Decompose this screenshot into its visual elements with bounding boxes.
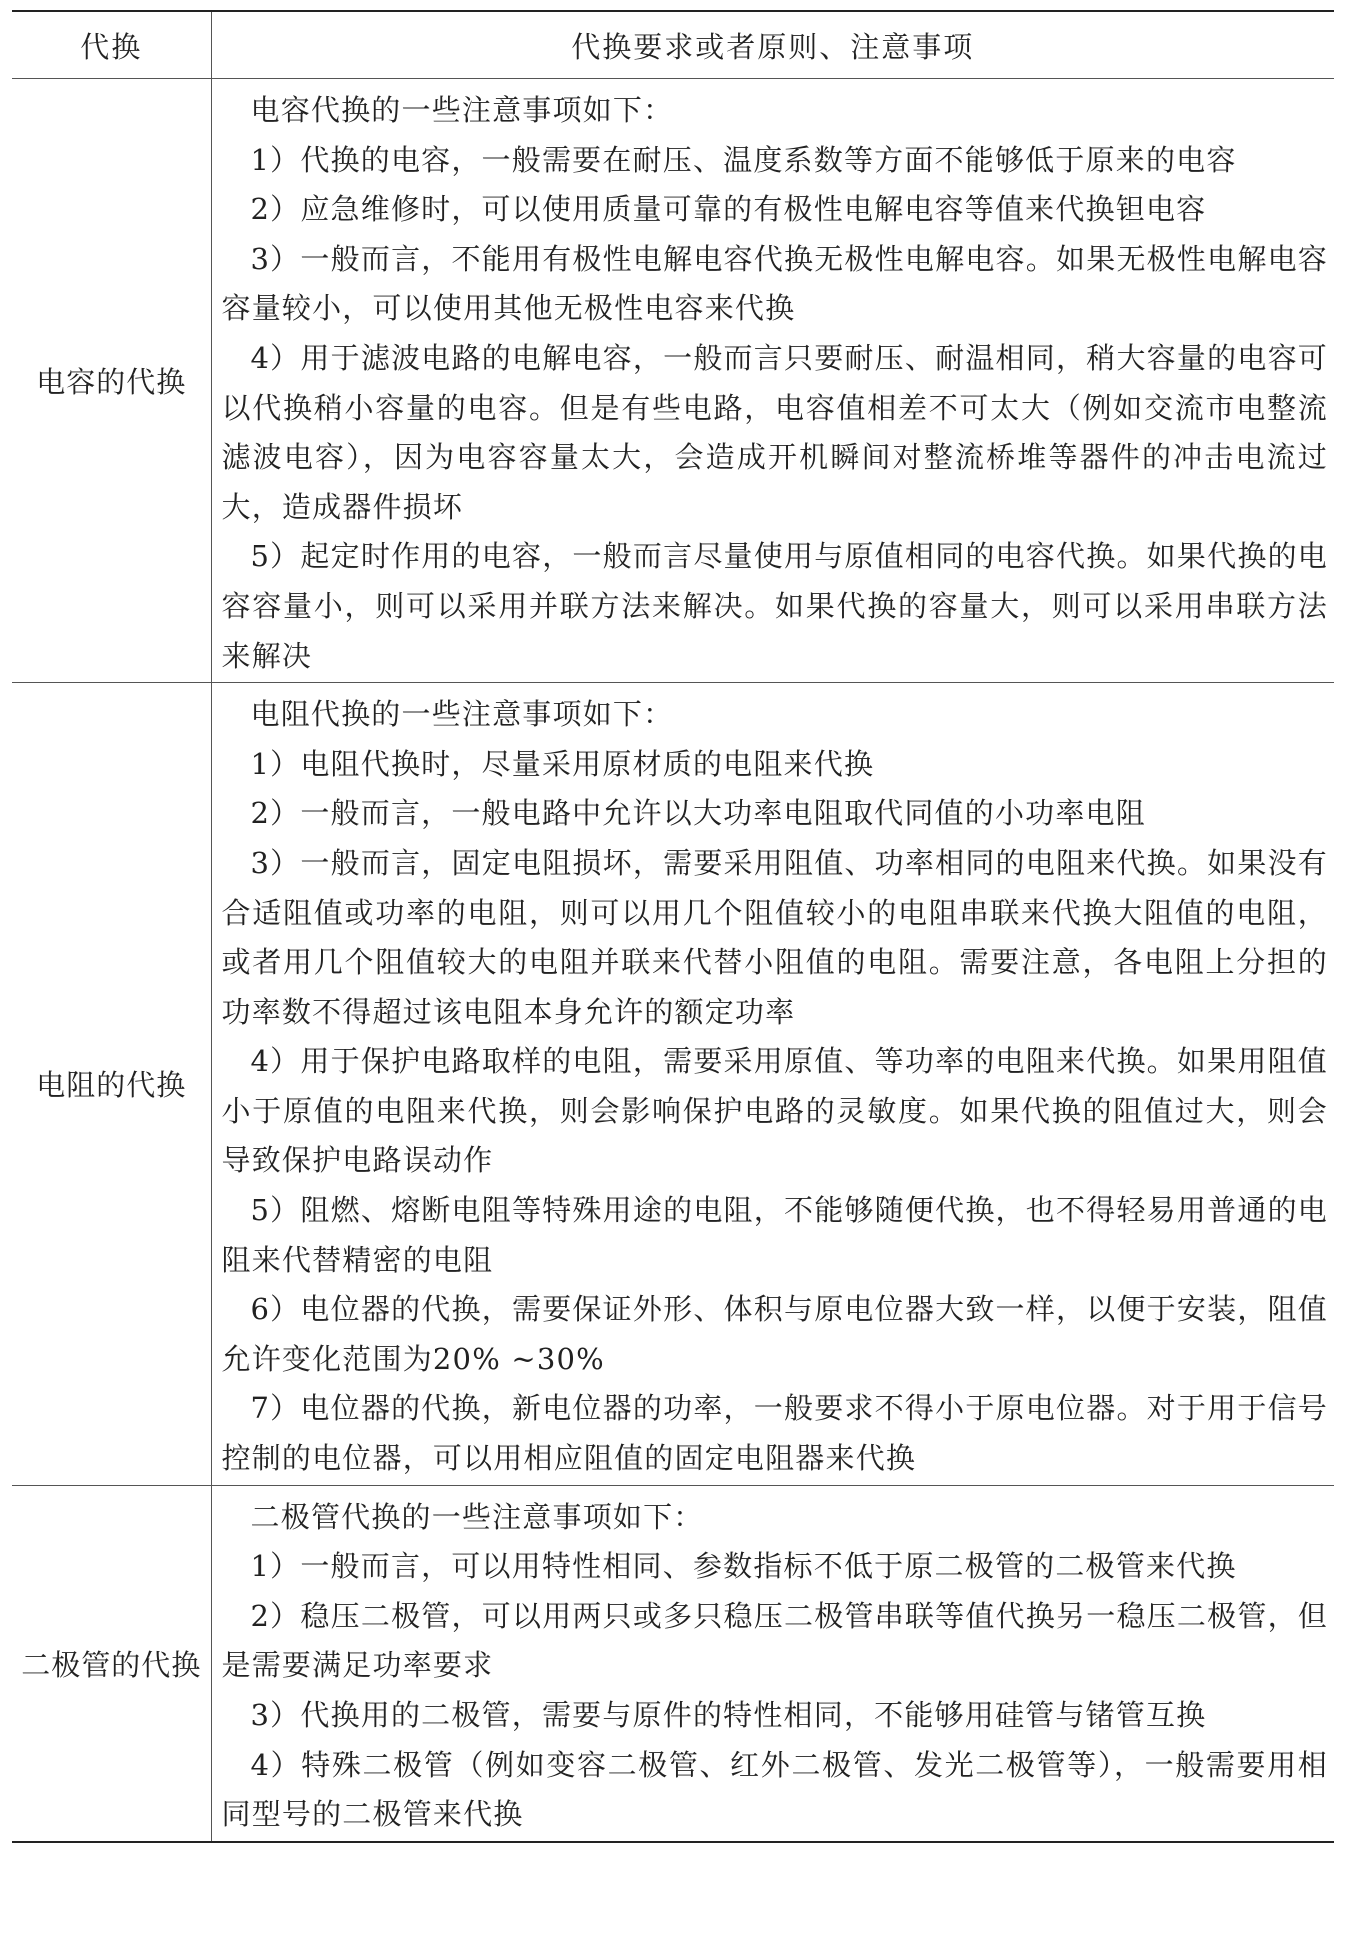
note-item: 2）稳压二极管，可以用两只或多只稳压二极管串联等值代换另一稳压二极管，但是需要满足功率要求 xyxy=(221,1598,1328,1683)
table-row-diode xyxy=(12,1485,1334,1842)
header-substitution: 代换 xyxy=(12,11,211,79)
note-item: 1）电阻代换时，尽量采用原材质的电阻来代换 xyxy=(250,746,875,781)
note-item: 5）起定时作用的电容，一般而言尽量使用与原值相同的电容代换。如果代换的电容容量小，则可以采用并联方法来解决。如果代换的容量大，则可以采用串联方法来解决 xyxy=(221,539,1328,673)
notes-intro: 电阻代换的一些注意事项如下： xyxy=(250,697,674,732)
note-item: 3）代换用的二极管，需要与原件的特性相同，不能够用硅管与锗管互换 xyxy=(250,1698,1207,1732)
note-item: 3）一般而言，固定电阻损坏，需要采用阻值、功率相同的电阻来代换。如果没有合适阻值或功率的电阻，则可以用几个阻值较小的电阻串联来代换大阻值的电阻，或者用几个阻值较大的电阻并联来代替小阻值的电阻。需要注意，各电阻上分担的功率数不得超过该电阻本身允许的额定功率 xyxy=(221,845,1328,1029)
requirements-cell xyxy=(211,1485,1334,1842)
note-item: 1）代换的电容，一般需要在耐压、温度系数等方面不能够低于原来的电容 xyxy=(250,142,1237,177)
header-requirements: 代换要求或者原则、注意事项 xyxy=(211,11,1334,79)
note-item: 2）应急维修时，可以使用质量可靠的有极性电解电容等值来代换钽电容 xyxy=(250,192,1207,227)
note-item: 1）一般而言，可以用特性相同、参数指标不低于原二极管的二极管来代换 xyxy=(250,1549,1237,1584)
note-item: 4）特殊二极管（例如变容二极管、红外二极管、发光二极管等），一般需要用相同型号的二极管来代换 xyxy=(221,1747,1328,1832)
note-item: 4）用于保护电路取样的电阻，需要采用原值、等功率的电阻来代换。如果用阻值小于原值的电阻来代换，则会影响保护电路的灵敏度。如果代换的阻值过大，则会导致保护电路误动作 xyxy=(221,1044,1328,1178)
note-item: 4）用于滤波电路的电解电容，一般而言只要耐压、耐温相同，稍大容量的电容可以代换稍小容量的电容。但是有些电路，电容值相差不可太大（例如交流市电整流滤波电容），因为电容容量太大，会造成开机瞬间对整流桥堆等器件的冲击电流过大，造成器件损坏 xyxy=(221,340,1328,524)
notes-intro: 二极管代换的一些注意事项如下： xyxy=(250,1499,704,1534)
table-header-row xyxy=(12,11,1334,79)
requirements-cell xyxy=(211,683,1334,1486)
table-row-capacitor xyxy=(12,79,1334,683)
note-item: 5）阻燃、熔断电阻等特殊用途的电阻，不能够随便代换，也不得轻易用普通的电阻来代替精密的电阻 xyxy=(221,1193,1328,1277)
category-cell: 电阻的代换 xyxy=(12,683,211,1486)
table-row-resistor xyxy=(12,683,1334,1486)
note-item: 2）一般而言，一般电路中允许以大功率电阻取代同值的小功率电阻 xyxy=(250,796,1146,831)
note-item: 7）电位器的代换，新电位器的功率，一般要求不得小于原电位器。对于用于信号控制的电位器，可以用相应阻值的固定电阻器来代换 xyxy=(221,1391,1328,1476)
note-item: 6）电位器的代换，需要保证外形、体积与原电位器大致一样，以便于安装，阻值允许变化范围为20% ~30% xyxy=(221,1292,1328,1376)
category-cell: 二极管的代换 xyxy=(12,1485,211,1842)
substitution-table xyxy=(12,10,1334,1843)
requirements-cell xyxy=(211,79,1334,683)
notes-intro: 电容代换的一些注意事项如下： xyxy=(250,93,674,127)
note-item: 3）一般而言，不能用有极性电解电容代换无极性电解电容。如果无极性电解电容容量较小，可以使用其他无极性电容来代换 xyxy=(221,241,1328,326)
category-cell: 电容的代换 xyxy=(12,79,211,683)
